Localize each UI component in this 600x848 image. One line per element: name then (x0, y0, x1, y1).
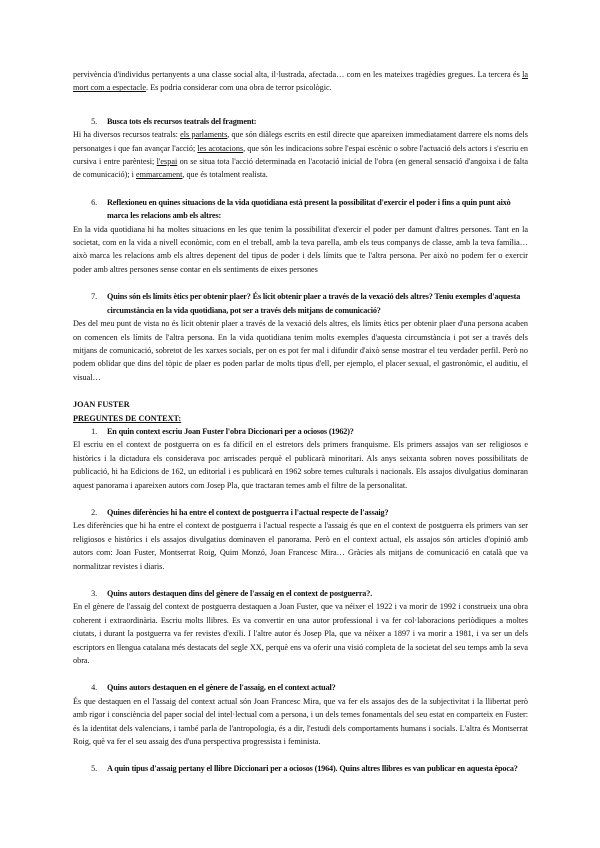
answer-5-term-parlaments: els parlaments (180, 130, 228, 140)
context-question-4 (73, 681, 528, 694)
section-author-heading: JOAN FUSTER (73, 400, 130, 410)
answer-5-part-3: , que són les indicacions sobre l'espai escènic o sobre l'actuació dels actors i s'escriu en cursiva i entre parèntesi; (73, 143, 528, 167)
answer-5-term-espai: l'espai (156, 157, 178, 167)
question-5-text: Busca tots els recursos teatrals del fragment: (107, 116, 257, 126)
context-question-3-number: 3. (91, 589, 97, 598)
context-question-1-text: En quin context escriu Joan Fuster l'obra Diccionari per a ociosos (1962)? (107, 426, 354, 436)
context-question-2 (73, 506, 528, 519)
context-question-4-text: Quins autors destaquen en el gènere de l'assaig, en el context actual? (107, 683, 336, 693)
answer-5 (73, 128, 528, 182)
intro-line-2-pre: tercera és (488, 70, 523, 79)
context-question-4-number: 4. (91, 683, 97, 693)
context-question-3 (73, 587, 528, 600)
answer-7: Des del meu punt de vista no és lícit obtenir plaer a través de la vexació dels altres, els límits ètics per obtenir plaer d'una persona acaben on comencen els límits de l'altra persona. En la vida quotidiana tenim molts exemples d'aquesta circumstància i pot ser a través dels mitjans de comunicació, sobretot de les xarxes socials, per on es pot fer mal i difundir d'això sense mostrar el teu verdader perfil. Però no podem oblidar que dins del tòpic de plaer es poden parlar de molts tipus d'ell, per ejemplo, el placer sexual, el gastronòmic, el auditiu, el visual… (73, 319, 528, 382)
question-5-number: 5. (91, 116, 97, 126)
context-answer-4: És que destaquen en el l'assaig del context actual són Joan Francesc Mira, que va fer els assajos des de la subjectivitat i la llibertat però amb rigor i consciència del paper social del intel·lectual com a persona, i un dels temes fonamentals del seu estat en comparteix en Fuster: és la identitat dels valencians, i també parla de l'antropologia, és a dir, l'estudi dels comportaments humans i socials. L'altra és Montserrat Roig, què va fer el seu assaig des d'una perspectiva progressista i feminista. (73, 696, 528, 747)
context-question-5-number: 5. (91, 764, 97, 774)
answer-5-part-5: , que és totalment realista. (182, 170, 268, 180)
context-question-2-text: Quines diferències hi ha entre el context de postguerra i l'actual respecte de l'assaig? (107, 507, 389, 517)
question-7-number: 7. (91, 292, 97, 302)
answer-5-part-2: , que són diàlegs escrits en estil directe que apareixen immediatament darrere els noms dels personatges i que fan avançar l'acció; (73, 130, 528, 153)
answer-6: En la vida quotidiana hi ha moltes situacions en les que tenim la possibilitat d'exercir el poder per damunt d'altres persones. Tant en la societat, com en la vida a nivell econòmic, com en el treball, amb la teva parella, amb els teus companys de classe, amb la teva família… això marca les relacions amb els altres depenent del tipus de poder i dels límits que te l'altra persona. Per això no podem fer o exercir poder amb altres persones sense contar en els sentiments de eixes persones (73, 224, 528, 274)
context-question-5 (73, 762, 528, 775)
context-question-1-number: 1. (91, 426, 97, 436)
section-subtitle: PREGUNTES DE CONTEXT: (73, 413, 182, 423)
answer-5-part-1: Hi ha diversos recursos teatrals: (73, 130, 181, 140)
question-5 (73, 115, 528, 128)
question-7-text: Quins són els límits ètics per obtenir plaer? És lícit obtenir plaer a través de la vexació dels altres? Teniu exemples d'aquesta circumstància en la vida quotidiana, pot ser a través dels mitjans de comunicació? (107, 292, 521, 315)
question-7 (73, 290, 528, 317)
context-question-5-text: A quin tipus d'assaig pertany el llibre Diccionari per a ociosos (1964). Quins altres llibres es van publicar en aquesta època? (107, 764, 518, 774)
context-answer-2: Les diferències que hi ha entre el context de postguerra i l'actual respecte a l'assaig és que en el context de postguerra els primers van ser religiosos e històrics i els assajos divulgatius dominaven el panorama. Però en el context actual, els assajos són articles d'opinió amb autors com: Joan Fuster, Montserrat Roig, Quim Monzó, Joan Francesc Mira… Gràcies als mitjans de comunicació en català que va normalitzar revistes i diaris. (73, 521, 528, 571)
answer-5-term-acotacions: les acotacions (197, 143, 244, 153)
intro-paragraph (73, 68, 528, 95)
answer-5-part-4: on se situa tota l'acció determinada en l'acotació inicial de l'obra (en general sensació d'angoixa i de falta de comunicació); i (73, 157, 528, 180)
document-page (73, 68, 528, 776)
intro-underlined-term: la mort com a espectacle (73, 70, 528, 93)
context-question-2-number: 2. (91, 507, 97, 517)
question-6-text: Reflexioneu en quines situacions de la vida quotidiana està present la possibilitat d'exercir el poder i fins a quin punt això marca les relacions amb els altres: (107, 197, 511, 221)
question-6-number: 6. (91, 197, 97, 207)
context-question-1 (73, 425, 528, 438)
context-answer-3: En el gènere de l'assaig del context de postguerra destaquen a Joan Fuster, que va néixer el 1922 i va morir de 1992 i construeix una obra coherent i extraordinària. Escriu molts llibres. Es va convertir en una autor professional i va fer col·laboracions periòdiques a moltes ciutats, i durant la postguerra va fer revistes d'exili. I l'altre autor és Josep Pla, que va néixer a 1897 i va morir a 1981, i va ser un dels escriptors en llengua catalana més destacats del segle XX, perquè ens va oferir una visió completa de la societat del seu temps amb la seva obra. (73, 602, 528, 666)
question-6 (73, 196, 528, 223)
answer-5-term-emmarcament: emmarcament (135, 170, 183, 180)
context-question-3-text: Quins autors destaquen dins del gènere de l'assaig en el context de postguerra?. (107, 589, 373, 598)
intro-line-1: pervivència d'individus pertanyents a una classe social alta, il·lustrada, afectada… com en les mateixes tragèdies gregues. La (73, 70, 487, 79)
context-answer-1: El escriu en el context de postguerra on es fa difícil en el estretors dels primers franquisme. Els primers assajos van ser religiosos e històrics i la dictadura els considerava poc arriscades perquè el publicarà minoritari. Als anys seixanta sobren noves possibilitats de publicació, hi ha Edicions de 162, un editorial i es publicarà en 1962 sobre temes culturals i nacionals. Els assajos divulgatius dominaran aquest panorama i apareixen autors com Josep Pla, que tractaran temes amb el filtre de la personalitat. (73, 440, 528, 490)
intro-line-2-post: . Es podria considerar com una obra de terror psicològic. (145, 83, 332, 93)
